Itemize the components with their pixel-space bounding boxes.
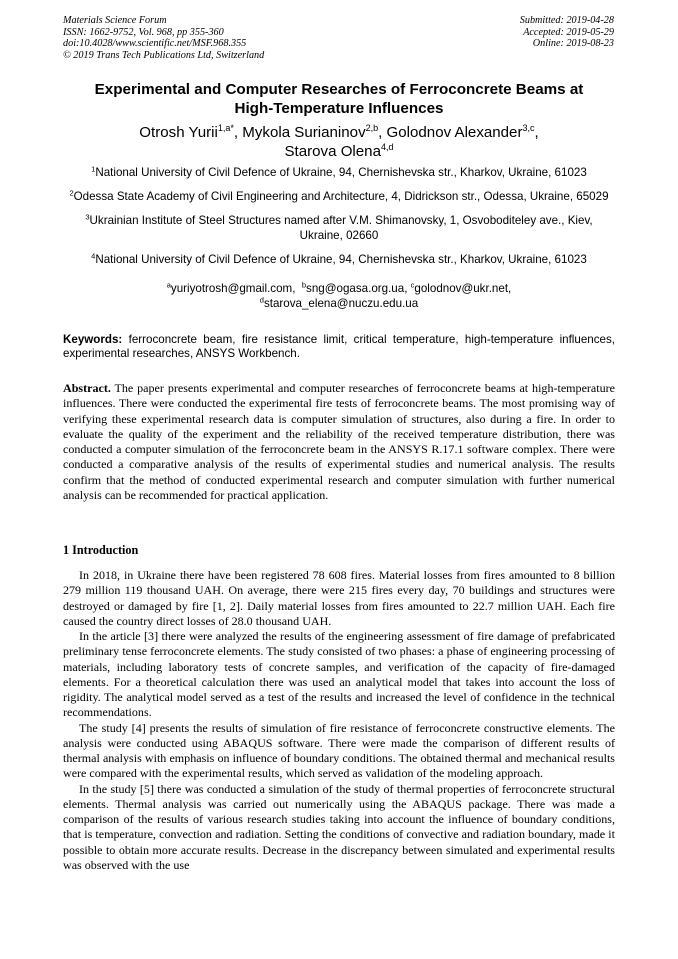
paragraph: In the study [5] there was conducted a simulation of the study of thermal properties of ferroconcrete structural elements. Thermal analysis was carried out numerically using the ABAQUS package. There was made a comparison of the results of various research studies taking into account the influence of boundary conditions, that is temperature, convection and radiation. Setting the conditions of convective and radiation boundary, made it possible to obtain more accurate results. Decrease in the discrepancy between simulated and experimental results was observed with the use xyxy=(63,781,615,872)
affiliation-mark: 3 xyxy=(85,212,90,222)
affiliation xyxy=(63,253,615,268)
submission-dates xyxy=(520,15,614,50)
author-name: Golodnov Alexander xyxy=(386,124,523,141)
keywords-label: Keywords: xyxy=(63,333,123,346)
author-name: Starova Olena xyxy=(284,142,381,160)
author-affil-mark: 3,c xyxy=(522,123,535,133)
journal-copyright: © 2019 Trans Tech Publications Ltd, Switzerland xyxy=(63,49,265,61)
email-list xyxy=(63,282,615,311)
email-link[interactable]: starova_elena@nuczu.edu.ua xyxy=(263,296,419,310)
author-affil-mark: 1,a* xyxy=(217,123,234,133)
journal-info xyxy=(63,15,264,61)
email-line-1 xyxy=(63,282,615,297)
section-heading: 1 Introduction xyxy=(63,543,139,557)
journal-issn: ISSN: 1662-9752, Vol. 968, pp 355-360 xyxy=(63,26,224,38)
journal-name: Materials Science Forum xyxy=(63,15,167,26)
journal-doi: doi:10.4028/www.scientific.net/MSF.968.355 xyxy=(63,38,247,50)
affiliation-text: Ukrainian Institute of Steel Structures named after V.M. Shimanovsky, 1, Osvoboditeley ave., Kiev, Ukraine, 02660 xyxy=(89,214,593,242)
author-list xyxy=(63,124,615,161)
email-link[interactable]: yuriyotrosh@gmail.com, xyxy=(170,282,296,295)
affiliation-text: Odessa State Academy of Civil Engineering and Architecture, 4, Didrickson str., Odessa, Ukraine, 65029 xyxy=(73,190,609,203)
affiliation-mark: 2 xyxy=(69,188,74,198)
email-link[interactable]: golodnov@ukr.net, xyxy=(414,282,512,295)
keywords-text: ferroconcrete beam, fire resistance limit, critical temperature, high-temperature influences, experimental researches, ANSYS Workbench. xyxy=(63,333,615,361)
email-mark: c xyxy=(410,280,415,290)
author-line-1 xyxy=(63,124,615,143)
author-affil-mark: 2,b xyxy=(365,123,379,133)
author-separator: , xyxy=(233,124,243,141)
paper-title-line-2: High-Temperature Influences xyxy=(234,99,444,117)
affiliation-text: National University of Civil Defence of Ukraine, 94, Chernishevska str., Kharkov, Ukraine, 61023 xyxy=(95,252,587,266)
author-name: Mykola Surianinov xyxy=(242,124,366,141)
submitted-date: Submitted: 2019-04-28 xyxy=(519,15,614,26)
body-text xyxy=(63,568,615,873)
paragraph: The study [4] presents the results of simulation of fire resistance of ferroconcrete constructive elements. The analysis were conducted using ABAQUS software. There were made the comparison of different results of thermal analysis with emphasis on influence of boundary conditions. The obtained thermal and mechanical results were compared with the experimental results, which served as validation of the modeling approach. xyxy=(63,720,615,781)
email-mark: a xyxy=(166,280,171,290)
accepted-date: Accepted: 2019-05-29 xyxy=(523,26,614,38)
paper-title xyxy=(63,81,615,118)
author-name: Otrosh Yurii xyxy=(139,124,218,141)
abstract-label: Abstract. xyxy=(63,381,111,395)
paragraph: In 2018, in Ukraine there have been registered 78 608 fires. Material losses from fires amounted to 8 billion 279 million 119 thousand UAH. On average, there were 215 fires every day, 70 buildings and structures were destroyed or damaged by fire [1, 2]. Daily material losses from fires amounted to 22.7 million UAH. Each fire caused the country direct losses of 28.0 thousand UAH. xyxy=(63,568,615,628)
email-mark: d xyxy=(259,295,264,304)
keywords-block xyxy=(63,333,615,362)
affiliation-mark: 1 xyxy=(91,164,96,174)
paragraph: In the article [3] there were analyzed the results of the engineering assessment of fire damage of prefabricated preliminary tense ferroconcrete elements. The study consisted of two phases: a phase of engineering processing of materials, including laboratory tests of concrete samples, and verification of the capacity of fire-damaged elements. For a theoretical calculation there was used an analytical model that takes into account the loss of rigidity. The analytical model served as a test of the results and increased the level of confidence in the technical recommendations. xyxy=(63,629,615,720)
email-line-2 xyxy=(63,297,615,312)
affiliation xyxy=(63,214,615,243)
email-link[interactable]: sng@ogasa.org.ua, xyxy=(306,282,408,295)
affiliation xyxy=(63,166,615,181)
affiliation-list xyxy=(63,166,615,277)
affiliation xyxy=(63,190,615,205)
abstract-text: The paper presents experimental and computer researches of ferroconcrete beams at high-temperature influences. There were conducted the experimental fire tests of ferroconcrete beams. The most promising way of verifying these experimental research data is computer simulation of structures, also during a fire. In order to evaluate the quality of the experiment and the reliability of the received temperature distribution, there was conducted a computer simulation of the ferroconcrete beam in the ANSYS R.17.1 software complex. There were conducted a comparative analysis of the results of experimental studies and numerical analysis. The results confirm that the method of conducted experimental research and computer simulation with further numerical analysis can be recommended for practical application. xyxy=(63,381,615,502)
affiliation-mark: 4 xyxy=(91,251,96,260)
online-date: Online: 2019-08-23 xyxy=(532,38,614,50)
author-line-2 xyxy=(63,143,615,162)
author-affil-mark: 4,d xyxy=(380,141,394,152)
email-mark: b xyxy=(301,280,307,290)
abstract-block xyxy=(63,381,615,503)
affiliation-text: National University of Civil Defence of Ukraine, 94, Chernishevska str., Kharkov, Ukraine, 61023 xyxy=(95,166,587,179)
paper-title-line-1: Experimental and Computer Researches of Ferroconcrete Beams at xyxy=(94,81,584,98)
author-separator: , xyxy=(534,124,539,141)
author-separator: , xyxy=(378,124,387,141)
